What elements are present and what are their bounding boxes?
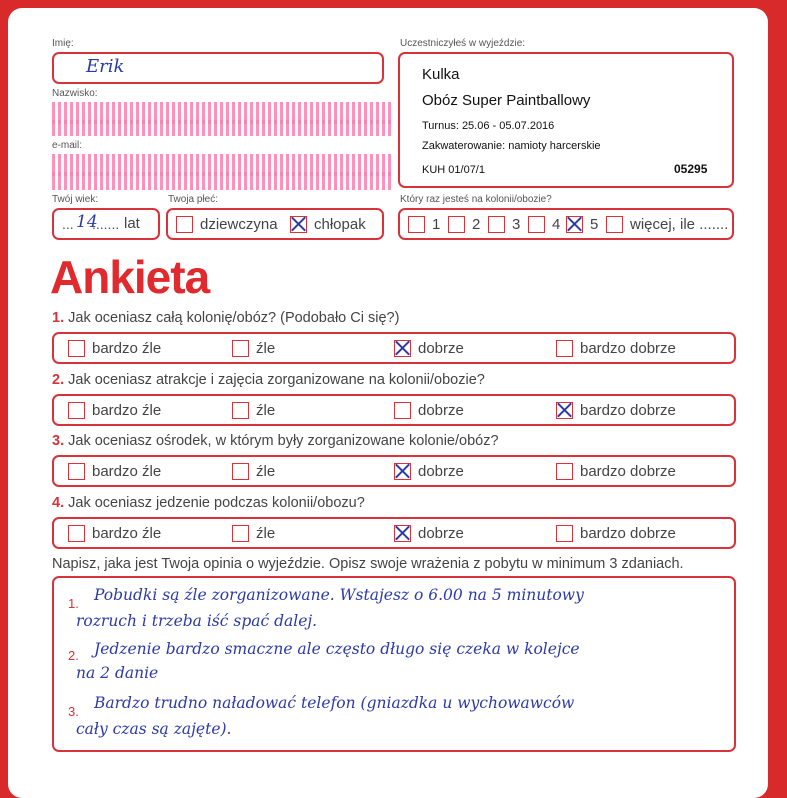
opinion-line-5: Bardzo trudno naładować telefon (gniazdka u wychowawców — [94, 694, 575, 712]
opinion-line-2: rozruch i trzeba iść spać dalej. — [76, 612, 318, 630]
trip-number: 05295 — [674, 162, 708, 176]
option-label: bardzo dobrze — [580, 339, 676, 357]
question-4-answers — [52, 517, 736, 549]
option-label: dobrze — [418, 401, 464, 419]
age-dots-before: ... — [62, 216, 74, 232]
opinion-number-1: 1. — [68, 596, 79, 611]
times-checkbox-2[interactable] — [448, 216, 465, 233]
question-3-answers — [52, 455, 736, 487]
checkbox[interactable] — [68, 525, 85, 542]
question-number: 2. — [52, 372, 65, 388]
times-checkbox-3[interactable] — [488, 216, 505, 233]
times-checkbox-4[interactable] — [528, 216, 545, 233]
times-checkbox-5[interactable] — [566, 216, 583, 233]
checkbox[interactable] — [556, 402, 573, 419]
opinion-prompt: Napisz, jaka jest Twoja opinia o wyjeździe. Opisz swoje wrażenia z pobytu w minimum 3 zdaniach. — [52, 556, 684, 572]
opinion-number-2: 2. — [68, 648, 79, 663]
checkbox[interactable] — [232, 463, 249, 480]
question-text: Jak oceniasz jedzenie podczas kolonii/obozu? — [68, 495, 365, 511]
times-checkbox-more[interactable] — [606, 216, 623, 233]
checkbox-boy[interactable] — [290, 216, 307, 233]
email-label: e-mail: — [52, 140, 83, 151]
question-2-option-3[interactable] — [394, 401, 464, 419]
question-number: 4. — [52, 495, 65, 511]
question-1-answers — [52, 332, 736, 364]
trip-box — [398, 52, 734, 188]
times-option-3[interactable]: 3 — [488, 215, 520, 233]
opinion-number-3: 3. — [68, 704, 79, 719]
age-field[interactable] — [52, 208, 160, 240]
option-label: bardzo źle — [92, 524, 162, 542]
surname-label: Nazwisko: — [52, 88, 98, 99]
question-3-option-4[interactable] — [556, 462, 676, 480]
question-3-option-1[interactable] — [68, 462, 161, 480]
option-label: źle — [256, 339, 276, 357]
checkbox[interactable] — [556, 340, 573, 357]
question-number: 1. — [52, 310, 65, 326]
email-redacted-2 — [52, 172, 392, 190]
question-text: Jak oceniasz całą kolonię/obóz? (Podobało Ci się?) — [68, 310, 400, 326]
trip-line-2: Obóz Super Paintballowy — [422, 92, 591, 109]
times-option-5[interactable]: 5 — [566, 215, 598, 233]
opinion-field[interactable] — [52, 576, 736, 752]
option-label: dobrze — [418, 462, 464, 480]
option-label: źle — [256, 401, 276, 419]
question-4-option-2[interactable] — [232, 524, 275, 542]
option-label: dobrze — [418, 339, 464, 357]
gender-option-boy[interactable]: chłopak — [290, 215, 366, 233]
trip-code: KUH 01/07/1 — [422, 164, 485, 176]
question-4-option-1[interactable] — [68, 524, 161, 542]
gender-field — [166, 208, 384, 240]
times-option-1[interactable]: 1 — [408, 215, 440, 233]
question-1-option-1[interactable] — [68, 339, 161, 357]
trip-lodging: Zakwaterowanie: namioty harcerskie — [422, 140, 601, 152]
checkbox[interactable] — [232, 402, 249, 419]
question-2-option-1[interactable] — [68, 401, 161, 419]
checkbox[interactable] — [68, 463, 85, 480]
option-label: źle — [256, 524, 276, 542]
times-label: Który raz jesteś na kolonii/obozie? — [400, 194, 552, 205]
question-2 — [52, 372, 485, 388]
question-4 — [52, 495, 365, 511]
checkbox[interactable] — [394, 340, 411, 357]
question-4-option-4[interactable] — [556, 524, 676, 542]
name-value: Erik — [86, 56, 125, 77]
question-3 — [52, 433, 499, 449]
times-option-4[interactable]: 4 — [528, 215, 560, 233]
opinion-line-3: Jedzenie bardzo smaczne ale często długo się czeka w kolejce — [94, 640, 580, 658]
option-label: bardzo dobrze — [580, 401, 676, 419]
trip-turnus: Turnus: 25.06 - 05.07.2016 — [422, 120, 555, 132]
times-option-2[interactable]: 2 — [448, 215, 480, 233]
question-2-option-2[interactable] — [232, 401, 275, 419]
checkbox[interactable] — [556, 525, 573, 542]
times-option-more[interactable]: więcej, ile ....... — [606, 215, 728, 233]
name-label: Imię: — [52, 38, 74, 49]
gender-label: Twoja płeć: — [168, 194, 219, 205]
trip-line-1: Kulka — [422, 66, 460, 83]
age-dots-after: ....... — [92, 216, 120, 232]
question-1-option-2[interactable] — [232, 339, 275, 357]
times-checkbox-1[interactable] — [408, 216, 425, 233]
age-label: Twój wiek: — [52, 194, 99, 205]
checkbox[interactable] — [394, 402, 411, 419]
option-label: źle — [256, 462, 276, 480]
question-1-option-4[interactable] — [556, 339, 676, 357]
gender-option-girl[interactable]: dziewczyna — [176, 215, 278, 233]
age-unit: lat — [124, 215, 140, 232]
times-field — [398, 208, 734, 240]
option-label: bardzo dobrze — [580, 462, 676, 480]
option-label: bardzo źle — [92, 401, 162, 419]
option-label: dobrze — [418, 524, 464, 542]
option-label: bardzo dobrze — [580, 524, 676, 542]
survey-sheet — [8, 8, 768, 798]
checkbox[interactable] — [556, 463, 573, 480]
question-4-option-3[interactable] — [394, 524, 464, 542]
checkbox[interactable] — [232, 525, 249, 542]
question-2-answers — [52, 394, 736, 426]
question-text: Jak oceniasz ośrodek, w którym były zorganizowane kolonie/obóz? — [68, 433, 499, 449]
checkbox[interactable] — [394, 463, 411, 480]
question-1-option-3[interactable] — [394, 339, 464, 357]
opinion-line-1: Pobudki są źle zorganizowane. Wstajesz o 6.00 na 5 minutowy — [94, 586, 584, 604]
question-2-option-4[interactable] — [556, 401, 676, 419]
option-label: bardzo źle — [92, 462, 162, 480]
question-1 — [52, 310, 399, 326]
opinion-line-4: na 2 danie — [76, 664, 159, 682]
option-label: bardzo źle — [92, 339, 162, 357]
surname-redacted-2 — [52, 120, 392, 136]
checkbox[interactable] — [394, 525, 411, 542]
question-number: 3. — [52, 433, 65, 449]
opinion-line-6: cały czas są zajęte). — [76, 720, 232, 738]
checkbox[interactable] — [68, 340, 85, 357]
trip-label: Uczestniczyłeś w wyjeździe: — [400, 38, 526, 49]
name-field[interactable] — [52, 52, 384, 84]
checkbox[interactable] — [68, 402, 85, 419]
question-3-option-3[interactable] — [394, 462, 464, 480]
question-text: Jak oceniasz atrakcje i zajęcia zorganizowane na kolonii/obozie? — [68, 372, 485, 388]
page-title: Ankieta — [50, 251, 210, 303]
checkbox[interactable] — [232, 340, 249, 357]
checkbox-girl[interactable] — [176, 216, 193, 233]
age-value: 14 — [76, 212, 98, 232]
question-3-option-2[interactable] — [232, 462, 275, 480]
